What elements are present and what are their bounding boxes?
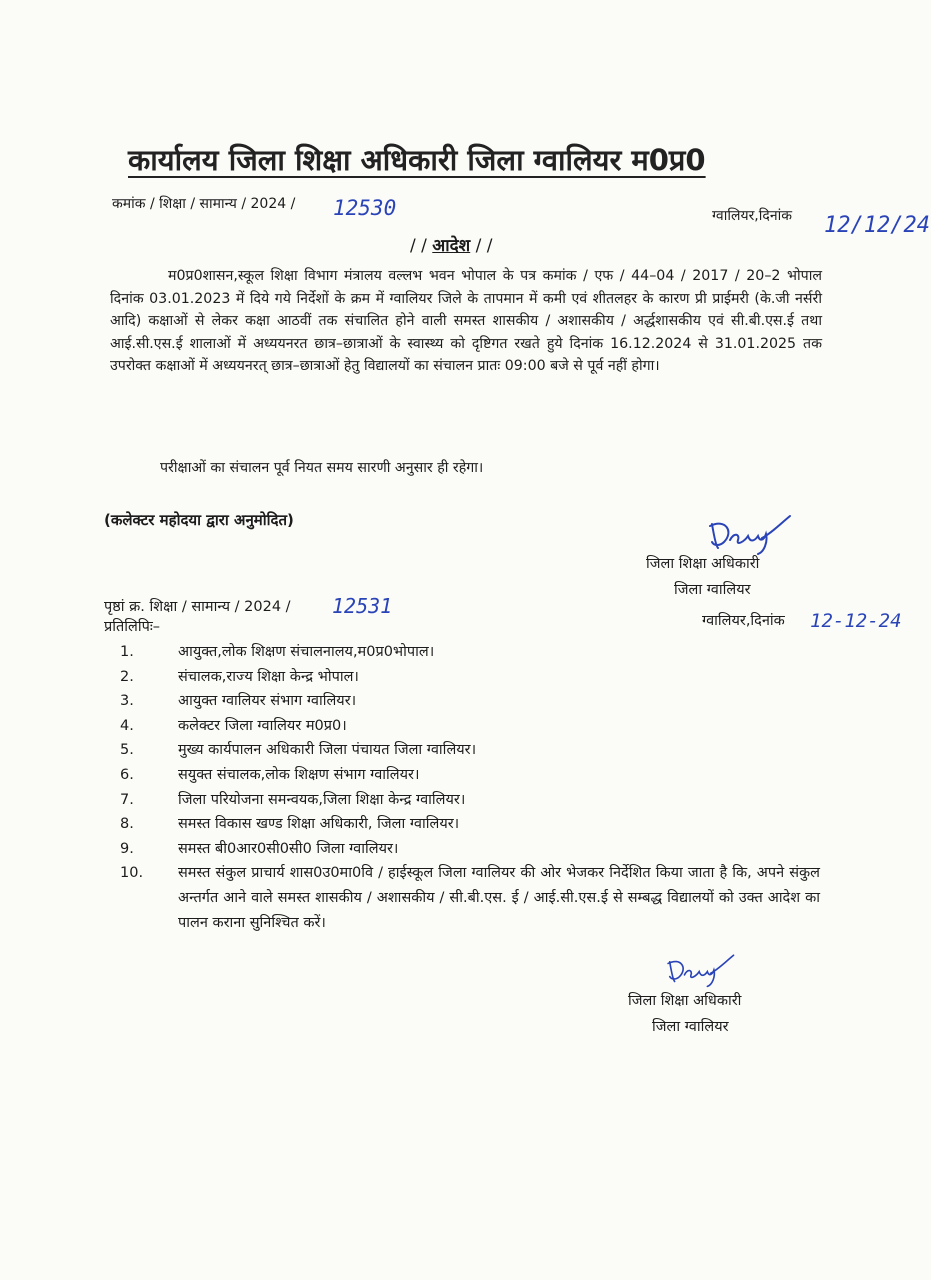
list-item — [120, 738, 820, 763]
reference-prefix: कमांक / शिक्षा / सामान्य / 2024 / — [112, 196, 296, 212]
list-item — [120, 837, 820, 862]
list-item-number: 7. — [120, 791, 134, 808]
list-item-number: 10. — [120, 865, 144, 882]
order-heading — [410, 233, 493, 256]
order-heading-left-marks: / / — [410, 236, 427, 256]
place-date-label: ग्वालियर,दिनांक — [712, 208, 792, 224]
officer-signature-2 — [660, 952, 740, 988]
list-item-text: समस्त बी0आर0सी0सी0 जिला ग्वालियर। — [178, 840, 399, 857]
list-item-text: समस्त विकास खण्ड शिक्षा अधिकारी, जिला ग्वालियर। — [178, 816, 460, 833]
list-item-text: मुख्य कार्यपालन अधिकारी जिला पंचायत जिला ग्वालियर। — [178, 742, 477, 759]
list-item — [120, 812, 820, 837]
office-title: कार्यालय जिला शिक्षा अधिकारी जिला ग्वालियर म0प्र0 — [128, 143, 706, 177]
list-item-text: समस्त संकुल प्राचार्य शास0उ0मा0वि / हाईस्कूल जिला ग्वालियर की ओर भेजकर निर्देशित किया जाता है कि, अपने संकुल अन्तर्गत आने वाले समस्त शासकीय / अशासकीय / सी.बी.एस. ई / आई.सी.एस.ई से सम्बद्ध विद्यालयों को उक्त आदेश का पालन कराना सुनिश्चित करें। — [178, 865, 820, 931]
list-item-number: 3. — [120, 693, 134, 710]
date-handwritten: 12/12/24 — [824, 213, 930, 238]
list-item — [120, 665, 820, 690]
list-item-number: 4. — [120, 717, 134, 734]
order-heading-label: आदेश — [432, 236, 471, 256]
officer-signature-1 — [704, 512, 794, 556]
list-item-text: आयुक्त,लोक शिक्षण संचालनालय,म0प्र0भोपाल। — [178, 644, 435, 660]
list-item — [120, 763, 820, 788]
signature-1-district: जिला ग्वालियर — [674, 582, 751, 598]
reference-number-handwritten: 12530 — [333, 196, 397, 220]
order-body-paragraph: म0प्र0शासन,स्कूल शिक्षा विभाग मंत्रालय वल्लभ भवन भोपाल के पत्र कमांक / एफ / 44–04 / 2017 / 20–2 भोपाल दिनांक 03.01.2023 में दिये गये निर्देशों के क्रम में ग्वालियर जिले के तापमान में कमी एवं शीतलहर के कारण प्री प्राईमरी (के.जी नर्सरी आदि) कक्षाओं से लेकर कक्षा आठवीं तक संचालित होने वाली समस्त शासकीय / अशासकीय / अर्द्धशासकीय एवं सी.बी.एस.ई तथा आई.सी.एस.ई शालाओं में अध्ययनरत छात्र–छात्राओं के स्वास्थ्य को दृष्टिगत रखते हुये दिनांक 16.12.2024 से 31.01.2025 तक उपरोक्त कक्षाओं में अध्ययनरत् छात्र–छात्राओं हेतु विद्यालयों का संचालन प्रातः 09:00 बजे से पूर्व नहीं होगा। — [110, 268, 822, 375]
copy-recipient-list — [120, 640, 820, 935]
list-item-text: आयुक्त ग्वालियर संभाग ग्वालियर। — [178, 693, 357, 710]
list-item-text: संचालक,राज्य शिक्षा केन्द्र भोपाल। — [178, 668, 359, 685]
endorsement-number-handwritten: 12531 — [332, 594, 393, 618]
copy-to-label: प्रतिलिपिः– — [104, 619, 161, 635]
list-item-number: 6. — [120, 766, 134, 783]
signature-2-district: जिला ग्वालियर — [652, 1019, 729, 1035]
signature-2-block — [628, 988, 741, 1040]
list-item-text: कलेक्टर जिला ग्वालियर म0प्र0। — [178, 717, 347, 734]
order-heading-right-marks: / / — [475, 236, 493, 256]
list-item-number: 1. — [120, 644, 134, 660]
list-item — [120, 714, 820, 739]
endorsement-reference-prefix: पृष्ठां क्र. शिक्षा / सामान्य / 2024 / — [104, 599, 291, 615]
signature-1-block — [646, 551, 759, 603]
list-item-number: 8. — [120, 816, 134, 833]
list-item-number: 5. — [120, 742, 134, 759]
list-item-number: 9. — [120, 840, 134, 857]
signature-1-designation: जिला शिक्षा अधिकारी — [646, 556, 760, 572]
list-item — [120, 640, 820, 665]
list-item-text: सयुक्त संचालक,लोक शिक्षण संभाग ग्वालियर। — [178, 766, 420, 783]
signature-1-date-handwritten: 12-12-24 — [810, 610, 902, 632]
list-item-text: जिला परियोजना समन्वयक,जिला शिक्षा केन्द्र ग्वालियर। — [178, 791, 466, 808]
signature-2-designation: जिला शिक्षा अधिकारी — [628, 993, 742, 1009]
list-item-number: 2. — [120, 668, 134, 685]
signature-1-place-date-label: ग्वालियर,दिनांक — [702, 613, 785, 629]
list-item — [120, 861, 820, 935]
list-item — [120, 689, 820, 714]
exam-note-paragraph: परीक्षाओं का संचालन पूर्व नियत समय सारणी अनुसार ही रहेगा। — [160, 460, 484, 476]
list-item — [120, 788, 820, 813]
collector-approval-note: (कलेक्टर महोदया द्वारा अनुमोदित) — [104, 511, 294, 529]
